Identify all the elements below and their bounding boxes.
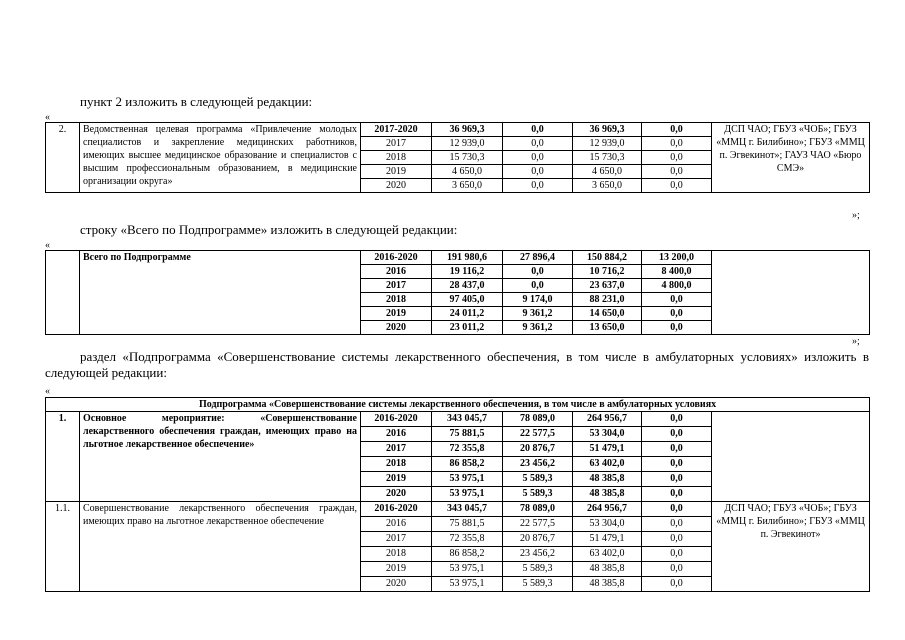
year-cell: 2018 (361, 151, 432, 165)
district-budget-cell: 51 479,1 (573, 532, 642, 547)
row-number-cell (46, 251, 80, 335)
district-budget-cell: 14 650,0 (573, 307, 642, 321)
total-cell: 4 650,0 (432, 165, 503, 179)
row-number-cell: 2. (46, 123, 80, 193)
other-sources-cell: 13 200,0 (642, 251, 712, 265)
federal-budget-cell: 0,0 (503, 179, 573, 193)
year-cell: 2017 (361, 532, 432, 547)
total-cell: 23 011,2 (432, 321, 503, 335)
federal-budget-cell: 20 876,7 (503, 442, 573, 457)
total-cell: 191 980,6 (432, 251, 503, 265)
other-sources-cell: 0,0 (642, 547, 712, 562)
year-cell: 2017 (361, 137, 432, 151)
total-cell: 53 975,1 (432, 577, 503, 592)
total-cell: 3 650,0 (432, 179, 503, 193)
federal-budget-cell: 22 577,5 (503, 517, 573, 532)
federal-budget-cell: 0,0 (503, 123, 573, 137)
federal-budget-cell: 23 456,2 (503, 457, 573, 472)
federal-budget-cell: 23 456,2 (503, 547, 573, 562)
district-budget-cell: 13 650,0 (573, 321, 642, 335)
total-cell: 36 969,3 (432, 123, 503, 137)
instruction-paragraph-2: строку «Всего по Подпрограмме» изложить в следующей редакции: (80, 222, 458, 237)
federal-budget-cell: 5 589,3 (503, 577, 573, 592)
activity-name-cell: Ведомственная целевая программа «Привлечение молодых специалистов и закрепление медицинских работников, имеющих высшее медицинское образование и специалистов с высшим профессиональным образованием, в медицинские организации округа» (80, 123, 361, 193)
other-sources-cell: 0,0 (642, 307, 712, 321)
other-sources-cell: 0,0 (642, 427, 712, 442)
table-row (46, 412, 870, 427)
federal-budget-cell: 20 876,7 (503, 532, 573, 547)
other-sources-cell: 8 400,0 (642, 265, 712, 279)
row-number-cell: 1.1. (46, 502, 80, 592)
total-cell: 72 355,8 (432, 532, 503, 547)
open-quote-3: « (45, 386, 50, 397)
federal-budget-cell: 27 896,4 (503, 251, 573, 265)
federal-budget-cell: 0,0 (503, 137, 573, 151)
other-sources-cell: 0,0 (642, 532, 712, 547)
federal-budget-cell: 78 089,0 (503, 502, 573, 517)
other-sources-cell: 0,0 (642, 577, 712, 592)
district-budget-cell: 53 304,0 (573, 427, 642, 442)
federal-budget-cell: 78 089,0 (503, 412, 573, 427)
other-sources-cell: 0,0 (642, 457, 712, 472)
table-program-2 (45, 122, 870, 193)
district-budget-cell: 48 385,8 (573, 577, 642, 592)
other-sources-cell: 4 800,0 (642, 279, 712, 293)
year-cell: 2019 (361, 165, 432, 179)
other-sources-cell: 0,0 (642, 487, 712, 502)
federal-budget-cell: 0,0 (503, 279, 573, 293)
other-sources-cell: 0,0 (642, 321, 712, 335)
district-budget-cell: 15 730,3 (573, 151, 642, 165)
table-total-subprogram (45, 250, 870, 335)
district-budget-cell: 53 304,0 (573, 517, 642, 532)
total-cell: 28 437,0 (432, 279, 503, 293)
year-cell: 2016-2020 (361, 251, 432, 265)
total-cell: 75 881,5 (432, 427, 503, 442)
total-cell: 53 975,1 (432, 562, 503, 577)
executors-cell: ДСП ЧАО; ГБУЗ «ЧОБ»; ГБУЗ «ММЦ г. Билибино»; ГБУЗ «ММЦ п. Эгвекинот»; ГАУЗ ЧАО «Бюро СМЭ» (712, 123, 870, 193)
year-cell: 2019 (361, 562, 432, 577)
district-budget-cell: 36 969,3 (573, 123, 642, 137)
open-quote-1: « (45, 112, 50, 123)
executors-cell (712, 412, 870, 502)
year-cell: 2016-2020 (361, 412, 432, 427)
close-quote-2: »; (852, 336, 860, 347)
year-cell: 2018 (361, 547, 432, 562)
district-budget-cell: 23 637,0 (573, 279, 642, 293)
row-number-cell: 1. (46, 412, 80, 502)
federal-budget-cell: 0,0 (503, 151, 573, 165)
district-budget-cell: 63 402,0 (573, 457, 642, 472)
total-cell: 53 975,1 (432, 487, 503, 502)
total-cell: 53 975,1 (432, 472, 503, 487)
other-sources-cell: 0,0 (642, 442, 712, 457)
total-cell: 97 405,0 (432, 293, 503, 307)
other-sources-cell: 0,0 (642, 137, 712, 151)
year-cell: 2017-2020 (361, 123, 432, 137)
total-cell: 15 730,3 (432, 151, 503, 165)
federal-budget-cell: 5 589,3 (503, 487, 573, 502)
district-budget-cell: 12 939,0 (573, 137, 642, 151)
federal-budget-cell: 9 174,0 (503, 293, 573, 307)
year-cell: 2020 (361, 577, 432, 592)
total-cell: 86 858,2 (432, 457, 503, 472)
federal-budget-cell: 5 589,3 (503, 472, 573, 487)
other-sources-cell: 0,0 (642, 151, 712, 165)
district-budget-cell: 3 650,0 (573, 179, 642, 193)
federal-budget-cell: 9 361,2 (503, 307, 573, 321)
subprogram-header-cell: Подпрограмма «Совершенствование системы лекарственного обеспечения, в том числе в амбулаторных условиях (46, 398, 870, 412)
activity-name-cell: Всего по Подпрограмме (80, 251, 361, 335)
activity-name-cell: Совершенствование лекарственного обеспечения граждан, имеющих право на льготное лекарственное обеспечение (80, 502, 361, 592)
district-budget-cell: 63 402,0 (573, 547, 642, 562)
district-budget-cell: 4 650,0 (573, 165, 642, 179)
other-sources-cell: 0,0 (642, 123, 712, 137)
federal-budget-cell: 9 361,2 (503, 321, 573, 335)
total-cell: 343 045,7 (432, 502, 503, 517)
total-cell: 75 881,5 (432, 517, 503, 532)
table-row (46, 502, 870, 517)
executors-cell (712, 251, 870, 335)
other-sources-cell: 0,0 (642, 517, 712, 532)
district-budget-cell: 51 479,1 (573, 442, 642, 457)
close-quote-1: »; (852, 210, 860, 221)
year-cell: 2016-2020 (361, 502, 432, 517)
district-budget-cell: 264 956,7 (573, 412, 642, 427)
total-cell: 72 355,8 (432, 442, 503, 457)
table-row (46, 251, 870, 265)
district-budget-cell: 150 884,2 (573, 251, 642, 265)
district-budget-cell: 264 956,7 (573, 502, 642, 517)
table-subprogram-medicines (45, 397, 870, 592)
year-cell: 2019 (361, 307, 432, 321)
executors-cell: ДСП ЧАО; ГБУЗ «ЧОБ»; ГБУЗ «ММЦ г. Билибино»; ГБУЗ «ММЦ п. Эгвекинот» (712, 502, 870, 592)
other-sources-cell: 0,0 (642, 502, 712, 517)
other-sources-cell: 0,0 (642, 562, 712, 577)
district-budget-cell: 48 385,8 (573, 562, 642, 577)
instruction-paragraph-1: пункт 2 изложить в следующей редакции: (80, 94, 313, 109)
year-cell: 2016 (361, 265, 432, 279)
federal-budget-cell: 0,0 (503, 165, 573, 179)
total-cell: 24 011,2 (432, 307, 503, 321)
total-cell: 86 858,2 (432, 547, 503, 562)
table-row (46, 123, 870, 137)
year-cell: 2019 (361, 472, 432, 487)
open-quote-2: « (45, 240, 50, 251)
other-sources-cell: 0,0 (642, 293, 712, 307)
subprogram-header-row (46, 398, 870, 412)
year-cell: 2018 (361, 293, 432, 307)
federal-budget-cell: 0,0 (503, 265, 573, 279)
year-cell: 2020 (361, 179, 432, 193)
year-cell: 2020 (361, 487, 432, 502)
year-cell: 2016 (361, 427, 432, 442)
year-cell: 2017 (361, 279, 432, 293)
other-sources-cell: 0,0 (642, 472, 712, 487)
year-cell: 2017 (361, 442, 432, 457)
total-cell: 19 116,2 (432, 265, 503, 279)
year-cell: 2018 (361, 457, 432, 472)
activity-name-cell: Основное мероприятие: «Совершенствование лекарственного обеспечения граждан, имеющих право на льготное лекарственное обеспечение» (80, 412, 361, 502)
total-cell: 343 045,7 (432, 412, 503, 427)
total-cell: 12 939,0 (432, 137, 503, 151)
other-sources-cell: 0,0 (642, 165, 712, 179)
other-sources-cell: 0,0 (642, 179, 712, 193)
instruction-paragraph-3: раздел «Подпрограмма «Совершенствование системы лекарственного обеспечения, в том числе в амбулаторных условиях» изложить в следующей редакции: (45, 349, 869, 380)
district-budget-cell: 48 385,8 (573, 472, 642, 487)
federal-budget-cell: 5 589,3 (503, 562, 573, 577)
federal-budget-cell: 22 577,5 (503, 427, 573, 442)
other-sources-cell: 0,0 (642, 412, 712, 427)
district-budget-cell: 48 385,8 (573, 487, 642, 502)
year-cell: 2016 (361, 517, 432, 532)
year-cell: 2020 (361, 321, 432, 335)
district-budget-cell: 10 716,2 (573, 265, 642, 279)
district-budget-cell: 88 231,0 (573, 293, 642, 307)
